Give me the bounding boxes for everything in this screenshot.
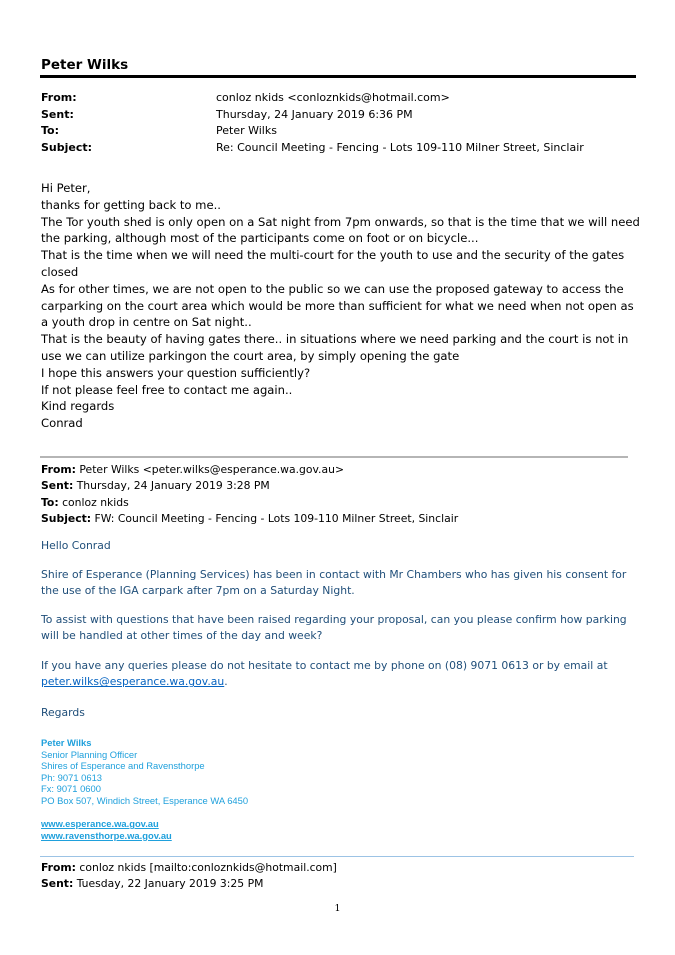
heading-rule bbox=[40, 75, 636, 78]
header-from-label: From: bbox=[41, 91, 77, 104]
forward-paragraph-3 bbox=[41, 658, 641, 691]
header-from-value: conloz nkids <conloznkids@hotmail.com> bbox=[216, 91, 450, 104]
forward-to-value: conloz nkids bbox=[58, 495, 129, 509]
forward2-from-value: conloz nkids [mailto:conloznkids@hotmail.com] bbox=[76, 861, 337, 874]
forward-greeting: Hello Conrad bbox=[41, 539, 111, 552]
email-header bbox=[41, 90, 641, 156]
signature-links bbox=[41, 818, 172, 841]
header-from-row bbox=[41, 90, 641, 107]
forward-paragraph-2: To assist with questions that have been raised regarding your proposal, can you please confirm how parking will be handled at other times of the day and week? bbox=[41, 613, 627, 643]
signature-fax: Fx: 9071 0600 bbox=[41, 783, 101, 795]
forward-paragraph-3-text: If you have any queries please do not hesitate to contact me by phone on (08) 9071 0613 or by email at bbox=[41, 659, 608, 672]
reply-line: That is the beauty of having gates there.. in situations where we need parking and the court is not in use we can utilize parkingon the court area, by simply opening the gate bbox=[41, 332, 629, 363]
reply-body bbox=[41, 180, 641, 432]
signature-block bbox=[41, 737, 248, 807]
forward-header bbox=[41, 462, 641, 528]
esperance-website-link[interactable]: www.esperance.wa.gov.au bbox=[41, 818, 159, 829]
reply-line: As for other times, we are not open to the public so we can use the proposed gateway to access the carparking on the court area which would be more than sufficient for what we need when not open as a youth drop in centre on Sat night.. bbox=[41, 281, 634, 330]
signature-title: Senior Planning Officer bbox=[41, 748, 138, 760]
reply-line: Conrad bbox=[41, 416, 83, 431]
forward-from-label: From: bbox=[41, 463, 76, 476]
forward2-from-line bbox=[41, 860, 337, 876]
forward-paragraph-3-end: . bbox=[224, 675, 228, 689]
reply-line: I hope this answers your question sufficiently? bbox=[41, 365, 311, 380]
forward-to-line bbox=[41, 495, 641, 511]
header-to-label: To: bbox=[41, 124, 59, 137]
signature-name: Peter Wilks bbox=[41, 737, 92, 748]
forward-regards: Regards bbox=[41, 706, 85, 719]
reply-line: The Tor youth shed is only open on a Sat night from 7pm onwards, so that is the time that we will need the parking, although most of the participants come on foot or on bicycle... bbox=[41, 214, 640, 246]
forward-sent-value: Thursday, 24 January 2019 3:28 PM bbox=[73, 479, 270, 493]
signature-address: PO Box 507, Windich Street, Esperance WA 6450 bbox=[41, 794, 249, 806]
header-sent-label: Sent: bbox=[41, 107, 74, 121]
email-link[interactable]: peter.wilks@esperance.wa.gov.au bbox=[41, 675, 225, 689]
signature-org: Shires of Esperance and Ravensthorpe bbox=[41, 760, 205, 772]
ravensthorpe-website-link[interactable]: www.ravensthorpe.wa.gov.au bbox=[41, 829, 172, 841]
forward-from-line bbox=[41, 462, 641, 478]
forward-header-2 bbox=[41, 860, 337, 893]
forward2-from-label: From: bbox=[41, 861, 76, 874]
forward2-sent-label: Sent: bbox=[41, 877, 74, 891]
forward-subject-line bbox=[41, 511, 641, 527]
forward-sent-label: Sent: bbox=[41, 479, 74, 493]
forward-paragraph-1: Shire of Esperance (Planning Services) has been in contact with Mr Chambers who has given his consent for the use of the IGA carpark after 7pm on a Saturday Night. bbox=[41, 568, 627, 598]
header-sent-value: Thursday, 24 January 2019 6:36 PM bbox=[216, 107, 413, 121]
reply-line: Kind regards bbox=[41, 399, 115, 414]
forward2-sent-line bbox=[41, 876, 337, 892]
forward-to-label: To: bbox=[41, 495, 59, 509]
reply-line: thanks for getting back to me.. bbox=[41, 197, 221, 212]
header-subject-row bbox=[41, 140, 641, 157]
forward-sent-line bbox=[41, 478, 641, 494]
reply-line: That is the time when we will need the multi-court for the youth to use and the security of the gates closed bbox=[41, 248, 625, 279]
forward-subject-label: Subject: bbox=[41, 512, 92, 526]
forward-subject-value: FW: Council Meeting - Fencing - Lots 109-110 Milner Street, Sinclair bbox=[91, 512, 459, 526]
forward2-sent-value: Tuesday, 22 January 2019 3:25 PM bbox=[73, 877, 264, 891]
reply-line: If not please feel free to contact me again.. bbox=[41, 382, 293, 397]
header-to-row bbox=[41, 123, 641, 140]
mailbox-owner-name: Peter Wilks bbox=[41, 57, 129, 73]
forward-from-value: Peter Wilks <peter.wilks@esperance.wa.gov.au> bbox=[76, 463, 344, 476]
signature-phone: Ph: 9071 0613 bbox=[41, 771, 102, 783]
forward-separator-2 bbox=[40, 856, 634, 857]
page-number: 1 bbox=[334, 903, 341, 914]
header-sent-row bbox=[41, 107, 641, 124]
header-to-value: Peter Wilks bbox=[216, 124, 277, 137]
header-subject-value: Re: Council Meeting - Fencing - Lots 109-110 Milner Street, Sinclair bbox=[216, 140, 584, 154]
reply-line: Hi Peter, bbox=[41, 181, 91, 195]
forward-separator bbox=[40, 456, 628, 458]
header-subject-label: Subject: bbox=[41, 140, 93, 154]
